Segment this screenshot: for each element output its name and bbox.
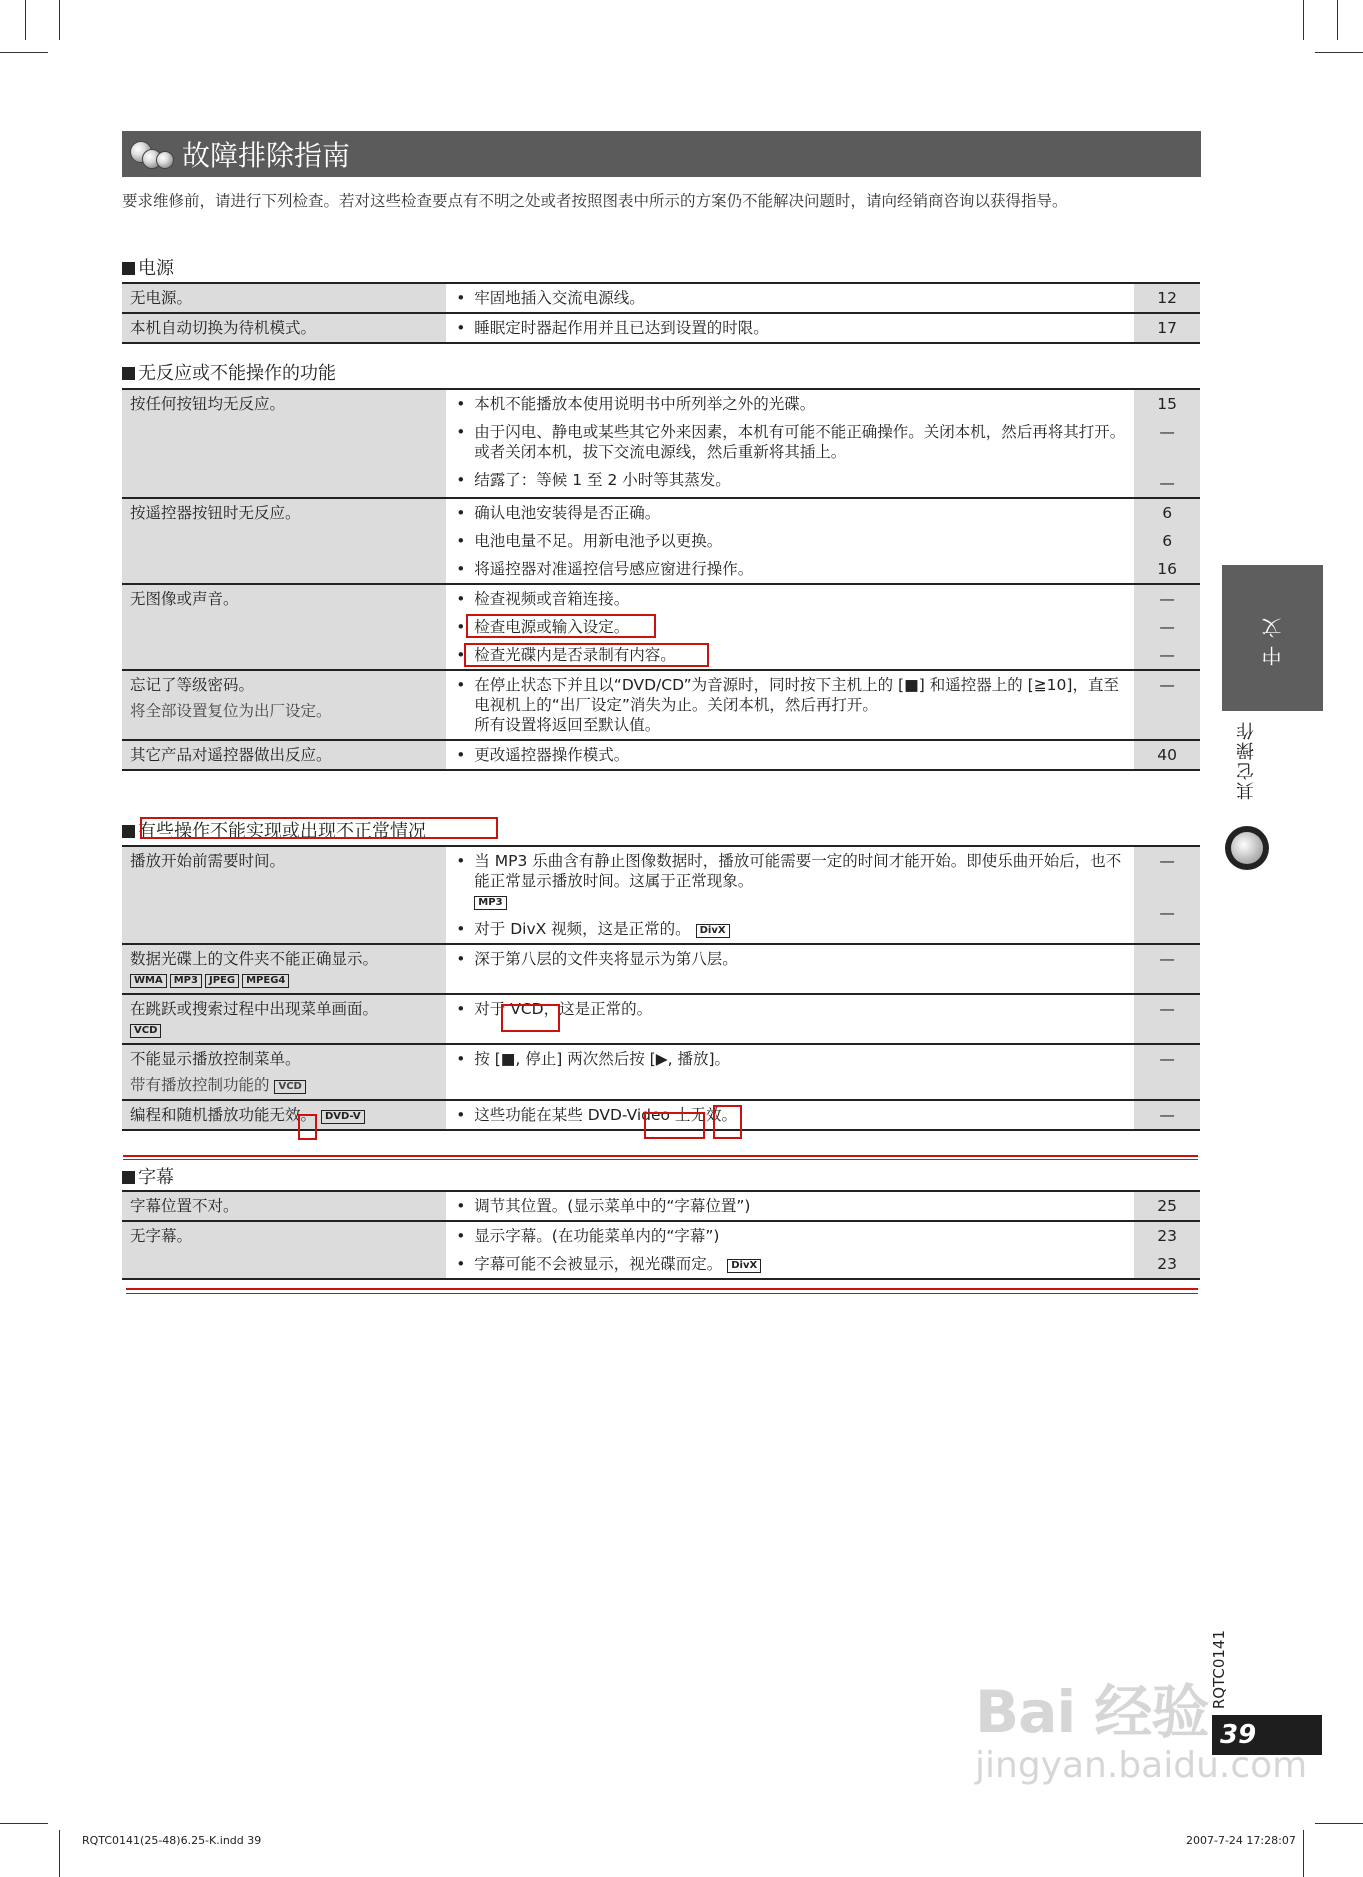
watermark: Bai 经验 jingyan.baidu.com bbox=[975, 1678, 1308, 1786]
problem-cell: 无电源。 bbox=[122, 283, 446, 313]
table-row bbox=[122, 1044, 1200, 1100]
page-ref: — bbox=[1134, 1100, 1200, 1130]
table-row bbox=[122, 498, 1200, 584]
crop-mark bbox=[1303, 1830, 1304, 1877]
remedy-cell: • 这些功能在某些 DVD-Video 上无效。 bbox=[446, 1100, 1134, 1130]
crop-mark bbox=[0, 1823, 48, 1824]
page-ref: 17 bbox=[1134, 313, 1200, 343]
annotation-line bbox=[123, 1155, 1198, 1160]
crop-mark bbox=[59, 0, 60, 40]
problem-cell: 数据光碟上的文件夹不能正确显示。 WMA MP3 JPEG MPEG4 bbox=[122, 944, 446, 994]
remedy-cell: • 牢固地插入交流电源线。 bbox=[446, 283, 1134, 313]
remedy-cell: • 睡眠定时器起作用并且已达到设置的时限。 bbox=[446, 313, 1134, 343]
page-ref: — bbox=[1134, 1044, 1200, 1100]
table-row bbox=[122, 1191, 1200, 1221]
crop-mark bbox=[1337, 0, 1338, 40]
format-tag: DivX bbox=[696, 924, 730, 938]
annotation-box bbox=[464, 643, 709, 667]
crop-mark bbox=[25, 0, 26, 40]
page-ref: 6 6 16 bbox=[1134, 498, 1200, 584]
remedy-cell: • 深于第八层的文件夹将显示为第八层。 bbox=[446, 944, 1134, 994]
page-ref: — — bbox=[1134, 846, 1200, 944]
format-tag: MP3 bbox=[474, 896, 506, 910]
section-heading: 电源 bbox=[122, 254, 174, 280]
table-row bbox=[122, 389, 1200, 498]
remedy-cell: • 确认电池安装得是否正确。 • 电池电量不足。用新电池予以更换。 • 将遥控器对准遥控信号感应窗进行操作。 bbox=[446, 498, 1134, 584]
table-row bbox=[122, 944, 1200, 994]
problem-cell: 编程和随机播放功能无效。 DVD-V bbox=[122, 1100, 446, 1130]
annotation-box bbox=[298, 1114, 317, 1140]
remedy-cell: • 检查视频或音箱连接。 • 检查电源或输入设定。 • 检查光碟内是否录制有内容。 bbox=[446, 584, 1134, 670]
page-ref: — bbox=[1134, 994, 1200, 1044]
table-row bbox=[122, 846, 1200, 944]
page-ref: 23 23 bbox=[1134, 1221, 1200, 1279]
annotation-box bbox=[644, 1112, 705, 1139]
remedy-cell: • 在停止状态下并且以“DVD/CD”为音源时，同时按下主机上的 [■] 和遥控器上的 [≧10]，直至电视机上的“出厂设定”消失为止。关闭本机，然后再打开。 所有设置将返回至默认值。 bbox=[446, 670, 1134, 740]
annotation-box bbox=[466, 614, 656, 638]
problem-cell: 无图像或声音。 bbox=[122, 584, 446, 670]
format-tag: VCD bbox=[274, 1080, 305, 1094]
section-heading: 有些操作不能实现或出现不正常情况 bbox=[122, 817, 426, 843]
page-number: 39 bbox=[1212, 1715, 1322, 1755]
page-ref: 12 bbox=[1134, 283, 1200, 313]
remedy-cell: • 调节其位置。(显示菜单中的“字幕位置”) bbox=[446, 1191, 1134, 1221]
problem-cell: 本机自动切换为待机模式。 bbox=[122, 313, 446, 343]
annotation-box bbox=[140, 817, 498, 839]
table-row bbox=[122, 1221, 1200, 1279]
format-tag: VCD bbox=[130, 1024, 161, 1038]
annotation-box bbox=[501, 1004, 560, 1032]
document-code: RQTC0141 bbox=[1210, 1630, 1228, 1710]
remedy-cell: • 按 [■, 停止] 两次然后按 [▶, 播放]。 bbox=[446, 1044, 1134, 1100]
troubleshoot-table bbox=[122, 845, 1200, 1131]
table-row bbox=[122, 283, 1200, 313]
problem-cell: 忘记了等级密码。 将全部设置复位为出厂设定。 bbox=[122, 670, 446, 740]
remedy-cell: • 对于 VCD，这是正常的。 bbox=[446, 994, 1134, 1044]
disc-icon bbox=[1225, 826, 1269, 870]
remedy-cell: • 当 MP3 乐曲含有静止图像数据时，播放可能需要一定的时间才能开始。即使乐曲开始后，也不能正常显示播放时间。这属于正常现象。 MP3 • 对于 DivX 视频，这是正常的。 DivX bbox=[446, 846, 1134, 944]
page-ref: — bbox=[1134, 944, 1200, 994]
problem-cell: 字幕位置不对。 bbox=[122, 1191, 446, 1221]
format-tag: WMA bbox=[130, 974, 167, 988]
format-tag: JPEG bbox=[205, 974, 239, 988]
troubleshoot-table bbox=[122, 388, 1200, 771]
section-label: 其它操作 bbox=[1236, 720, 1257, 800]
page-ref: — bbox=[1134, 670, 1200, 740]
footer-filename: RQTC0141(25-48)6.25-K.indd 39 bbox=[82, 1834, 262, 1847]
problem-cell: 不能显示播放控制菜单。 带有播放控制功能的 VCD bbox=[122, 1044, 446, 1100]
annotation-box bbox=[713, 1105, 742, 1139]
footer-timestamp: 2007-7-24 17:28:07 bbox=[1186, 1834, 1296, 1847]
table-row bbox=[122, 313, 1200, 343]
table-row bbox=[122, 994, 1200, 1044]
page-ref: 25 bbox=[1134, 1191, 1200, 1221]
problem-cell: 其它产品对遥控器做出反应。 bbox=[122, 740, 446, 770]
problem-cell: 按遥控器按钮时无反应。 bbox=[122, 498, 446, 584]
bubbles-icon bbox=[124, 131, 182, 177]
format-tag: MP3 bbox=[170, 974, 202, 988]
crop-mark bbox=[1315, 52, 1363, 53]
crop-mark bbox=[1303, 0, 1304, 40]
crop-mark bbox=[1315, 1823, 1363, 1824]
section-heading: 无反应或不能操作的功能 bbox=[122, 359, 336, 385]
troubleshoot-table bbox=[122, 282, 1200, 344]
crop-mark bbox=[59, 1830, 60, 1877]
remedy-cell: • 本机不能播放本使用说明书中所列举之外的光碟。 • 由于闪电、静电或某些其它外来因素，本机有可能不能正确操作。关闭本机，然后再将其打开。或者关闭本机，拔下交流电源线，然后重新将其插上。 • 结露了：等候 1 至 2 小时等其蒸发。 bbox=[446, 389, 1134, 498]
table-row bbox=[122, 740, 1200, 770]
language-tab[interactable]: 中文 bbox=[1222, 565, 1323, 711]
troubleshoot-table bbox=[122, 1190, 1200, 1280]
problem-cell: 无字幕。 bbox=[122, 1221, 446, 1279]
table-row bbox=[122, 670, 1200, 740]
problem-cell: 按任何按钮均无反应。 bbox=[122, 389, 446, 498]
problem-cell: 在跳跃或搜索过程中出现菜单画面。 VCD bbox=[122, 994, 446, 1044]
section-heading: 字幕 bbox=[122, 1163, 174, 1189]
format-tag: DivX bbox=[727, 1259, 761, 1273]
page-ref: — — — bbox=[1134, 584, 1200, 670]
format-tag: MPEG4 bbox=[242, 974, 289, 988]
format-tag: DVD-V bbox=[321, 1110, 365, 1124]
page-ref: 40 bbox=[1134, 740, 1200, 770]
annotation-line bbox=[126, 1288, 1198, 1294]
title-bar bbox=[122, 131, 1201, 177]
page-title: 故障排除指南 bbox=[182, 139, 351, 172]
remedy-cell: • 更改遥控器操作模式。 bbox=[446, 740, 1134, 770]
crop-mark bbox=[0, 52, 48, 53]
problem-cell: 播放开始前需要时间。 bbox=[122, 846, 446, 944]
intro-text: 要求维修前，请进行下列检查。若对这些检查要点有不明之处或者按照图表中所示的方案仍不能解决问题时，请向经销商咨询以获得指导。 bbox=[122, 192, 1068, 210]
page-ref: 15 — — bbox=[1134, 389, 1200, 498]
remedy-cell: • 显示字幕。(在功能菜单内的“字幕”) • 字幕可能不会被显示，视光碟而定。 DivX bbox=[446, 1221, 1134, 1279]
